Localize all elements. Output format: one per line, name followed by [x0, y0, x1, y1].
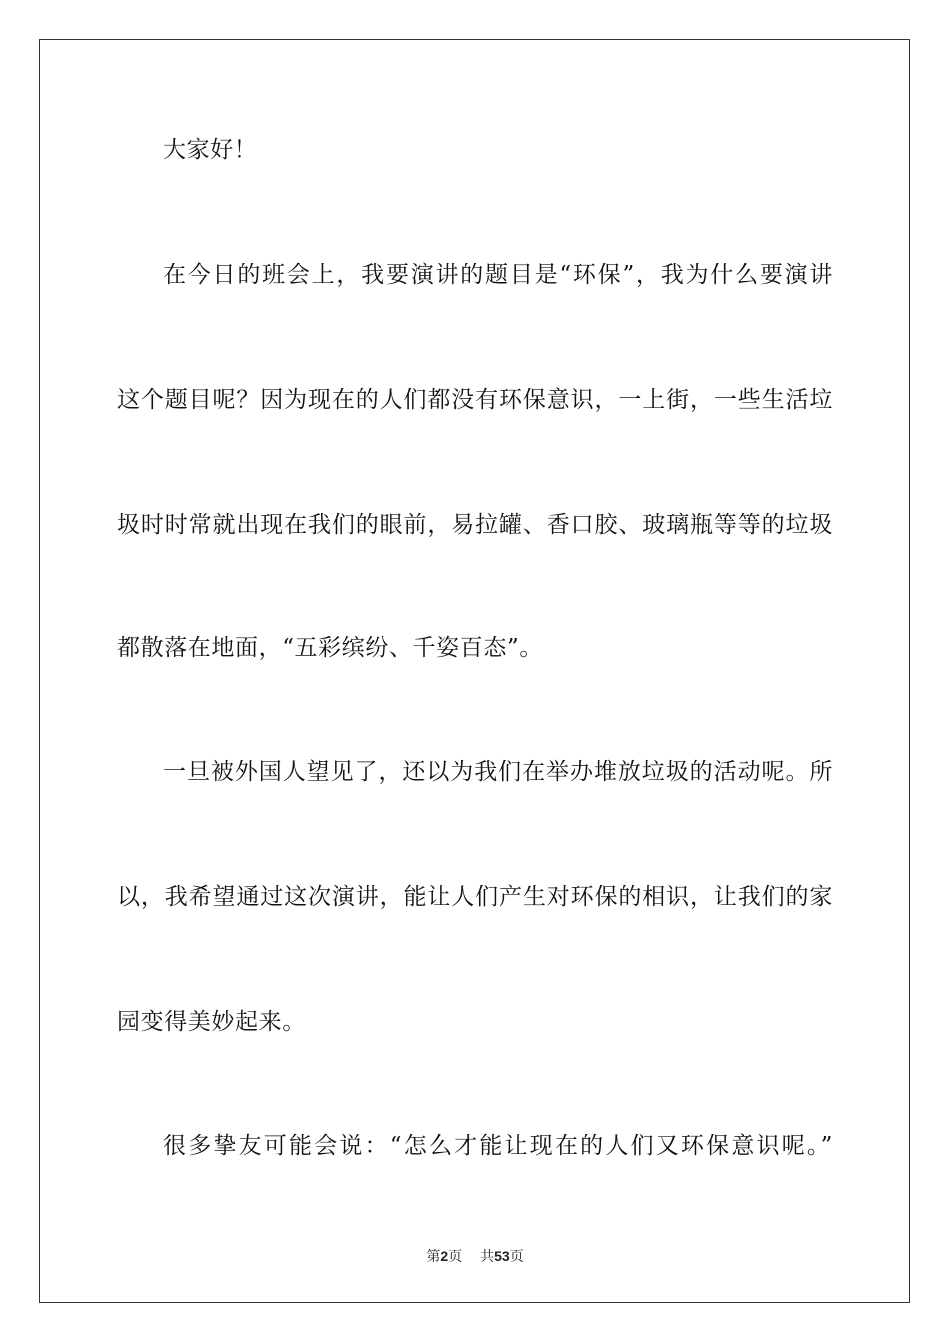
total-suffix: 页 — [509, 1249, 524, 1265]
page-prefix: 第 — [426, 1249, 441, 1265]
total-prefix: 共 — [480, 1249, 495, 1265]
paragraph-2-line-1: 一旦被外国人望见了，还以为我们在举办堆放垃圾的活动呢。所 — [163, 759, 833, 785]
page-border — [39, 39, 910, 1303]
page-suffix: 页 — [448, 1249, 463, 1265]
greeting-line: 大家好！ — [163, 137, 258, 163]
paragraph-2-line-2: 以，我希望通过这次演讲，能让人们产生对环保的相识，让我们的家 — [117, 884, 833, 910]
paragraph-2-line-3: 园变得美妙起来。 — [117, 1009, 306, 1035]
paragraph-1-line-4: 都散落在地面，“五彩缤纷、千姿百态”。 — [117, 635, 543, 661]
paragraph-1-line-3: 圾时时常就出现在我们的眼前，易拉罐、香口胶、玻璃瓶等等的垃圾 — [117, 512, 833, 538]
page-footer — [0, 1246, 950, 1267]
paragraph-1-line-1: 在今日的班会上，我要演讲的题目是“环保”，我为什么要演讲 — [163, 262, 833, 288]
paragraph-1-line-2: 这个题目呢？因为现在的人们都没有环保意识，一上街，一些生活垃 — [117, 387, 833, 413]
paragraph-3-line-1: 很多挚友可能会说：“怎么才能让现在的人们又环保意识呢。” — [163, 1133, 833, 1159]
current-page-number: 2 — [440, 1248, 449, 1264]
total-page-count: 53 — [494, 1248, 510, 1264]
